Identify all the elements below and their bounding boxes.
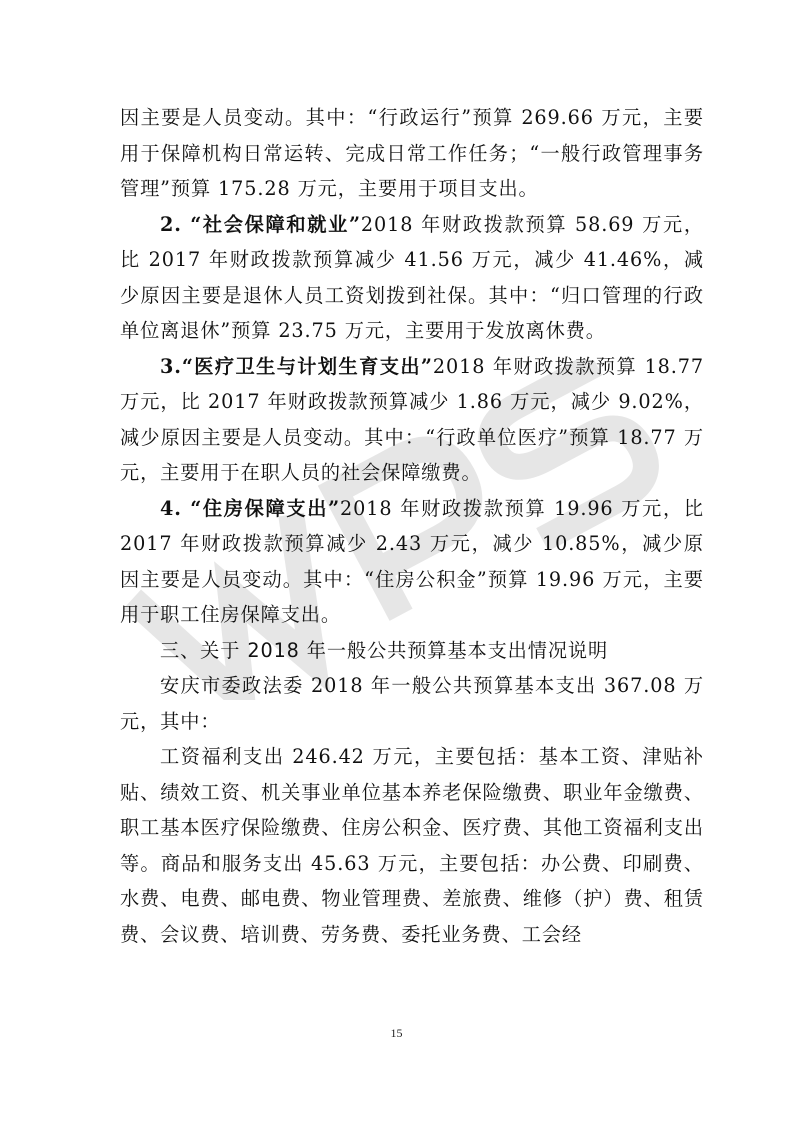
section-heading-basic-expenditure: 三、关于 2018 年一般公共预算基本支出情况说明 [160,638,609,662]
paragraph-salary-and-services: 工资福利支出 246.42 万元，主要包括：基本工资、津贴补贴、绩效工资、机关事业单位基本养老保险缴费、职业年金缴费、职工基本医疗保险缴费、住房公积金、医疗费、其他工资福利支出等。商品和服务支出 45.63 万元，主要包括：办公费、印刷费、水费、电费、邮电费、物业管理费、差旅费、维修（护）费、租赁费、会议费、培训费、劳务费、委托业务费、工会经 [120,745,704,946]
item-title-social-security: 2. “社会保障和就业” [160,212,361,236]
document-body [120,100,704,952]
paragraph-housing [120,491,704,633]
item-title-health: 3.“医疗卫生与计划生育支出” [160,354,433,378]
item-body-social-security: 2018 年财政拨款预算 58.69 万元，比 2017 年财政拨款预算减少 41.56 万元，减少 41.46%，减少原因主要是退休人员工资划拨到社保。其中：“归口管理的行政单位离退休”预算 23.75 万元，主要用于发放离休费。 [120,212,705,342]
paragraph-basic-expenditure-total: 安庆市委政法委 2018 年一般公共预算基本支出 367.08 万元，其中： [120,674,704,733]
page-number: 15 [390,1026,403,1040]
item-body-housing: 2018 年财政拨款预算 19.96 万元，比 2017 年财政拨款预算减少 2.43 万元，减少 10.85%，减少原因主要是人员变动。其中：“住房公积金”预算 19.96 万元，主要用于职工住房保障支出。 [120,496,704,626]
item-title-housing: 4. “住房保障支出” [160,496,341,520]
paragraph-social-security [120,207,704,349]
paragraph-health [120,349,704,491]
paragraph-admin-operations: 因主要是人员变动。其中：“行政运行”预算 269.66 万元，主要用于保障机构日常运转、完成日常工作任务；“一般行政管理事务管理”预算 175.28 万元，主要用于项目支出。 [120,106,704,200]
item-body-health: 2018 年财政拨款预算 18.77 万元，比 2017 年财政拨款预算减少 1.86 万元，减少 9.02%，减少原因主要是人员变动。其中：“行政单位医疗”预算 18.77 万元，主要用于在职人员的社会保障缴费。 [120,354,704,484]
